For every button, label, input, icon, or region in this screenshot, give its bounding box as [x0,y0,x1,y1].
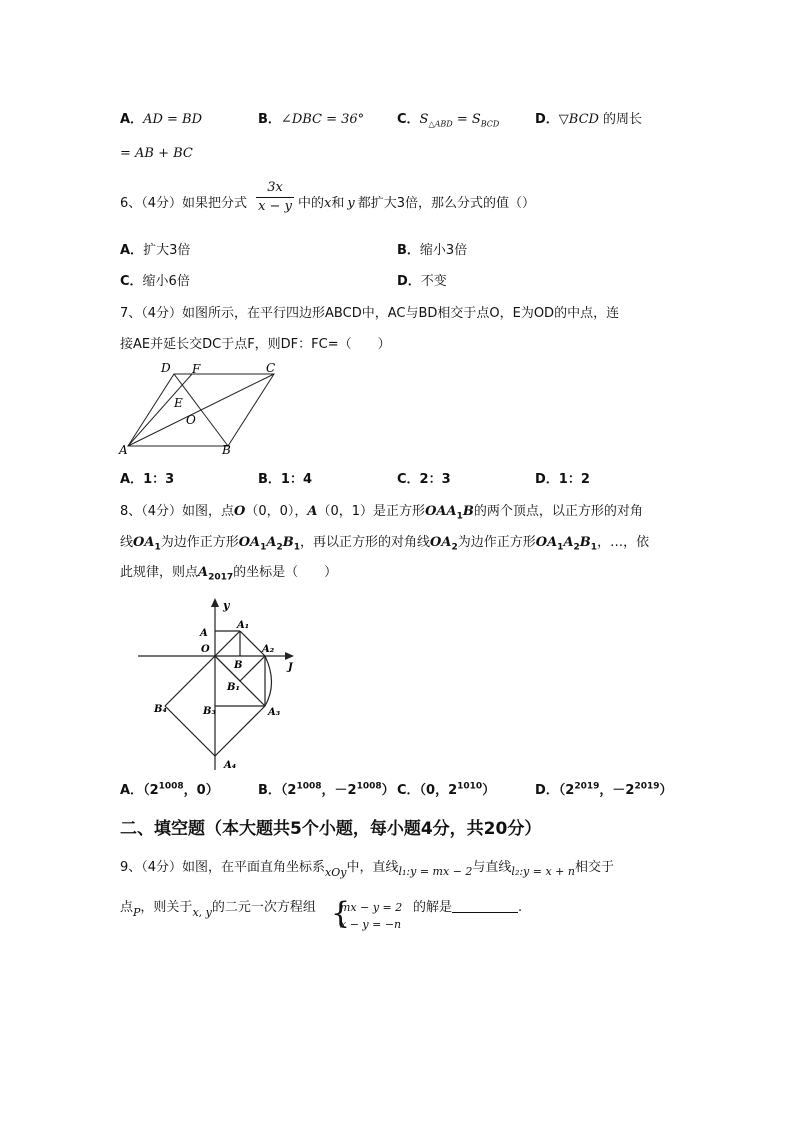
q8-option-c: C．（0，$2^{1010}$） [397,781,496,798]
q5-option-b: B．∠DBC = 36° [258,112,365,127]
q7-option-a: A．1：3 [120,472,175,487]
q9-equation-1: mx − y = 2 [340,901,403,914]
label-o: O [186,413,196,427]
q6-fraction: 3x x − y [256,180,294,215]
section-heading: 二、填空题（本大题共5个小题，每小题4分，共20分） [120,819,542,839]
q6-text-rest: 中的x和 y 都扩大3倍，那么分式的值（） [298,196,536,211]
q8-line2: 线$OA_1$为边作正方形$OA_1A_2B_1$，再以正方形的对角线$OA_2$为边作正方形$OA_1A_2B_1$，…，依 [120,535,650,553]
q9-line1: 9、（4分）如图，在平面直角坐标系$_{xOy}$中，直线$_{l_1:y = mx - 2}$与直线$_{l_2:y = x + n}$相交于 [120,860,614,879]
label-a3: A₃ [268,707,281,718]
arc-a2-a3 [265,656,272,706]
q8-line1: 8、（4分）如图，点O（0，0），A（0，1）是正方形$OAA_1B$的两个顶点，以正方形的对角 [120,504,643,522]
label-f: F [192,362,201,376]
segment-a4-a3 [215,706,265,756]
segment-o-b4 [165,656,215,706]
q5-option-a: A．AD = BD [120,112,203,127]
q6-option-b: B．缩小3倍 [397,243,468,258]
q8-option-a: A．（$2^{1008}$，0） [120,781,219,798]
q5-option-d: D．▽BCD 的周长 [535,112,642,127]
label-b4: B₄ [154,704,167,715]
label-a1: A₁ [237,620,250,631]
q8-line3: 此规律，则点$A_{2017}$的坐标是（ ） [120,565,338,583]
q7-figure [118,360,288,458]
q8-figure [138,598,313,776]
q7-line1: 7、（4分）如图所示，在平行四边形ABCD中，AC与BD相交于点O，E为OD的中点，连 [120,306,620,321]
segment-af [128,374,192,446]
q5-option-d-continuation: = AB + BC [120,146,193,161]
q7-option-c: C．2：3 [397,472,451,487]
label-a2: A₂ [262,644,275,655]
label-c: C [266,361,276,375]
label-a: A [119,443,128,457]
q6-option-a: A．扩大3倍 [120,243,191,258]
q5-option-c: C．$S_{\triangle ABD} = S_{BCD}$ [397,112,500,129]
equation-system-brace: { [331,896,351,931]
q6-text: 6、（4分）如果把分式 [120,196,248,211]
label-a4: A₄ [224,760,237,771]
label-b3: B₃ [203,706,216,717]
q7-option-d: D．1：2 [535,472,590,487]
q8-option-b: B．（$2^{1008}$，$-2^{1008}$） [258,781,395,798]
segment-b1-a2 [240,656,265,681]
y-axis-arrow [211,598,219,607]
q9-line2: 点$_P$，则关于$_{x, y}$的二元一次方程组 [120,900,316,919]
label-d: D [161,361,171,375]
q7-line2: 接AE并延长交DC于点F，则DF：FC=（ ） [120,337,391,352]
q9-answer-line: 的解是 . [413,900,523,915]
q6-option-c: C．缩小6倍 [120,274,190,289]
fraction-bar [256,197,294,198]
label-e: E [174,396,183,410]
q9-equation-2: x − y = −n [340,918,402,931]
q7-option-b: B．1：4 [258,472,313,487]
label-b: B [234,660,243,671]
q6-option-d: D．不变 [397,274,447,289]
segment-o-a1 [215,631,240,656]
answer-blank[interactable] [452,900,518,913]
label-b: B [222,443,231,457]
x-axis-arrow [285,652,294,660]
label-b1: B₁ [227,682,240,693]
label-x: J [288,662,293,673]
label-y: y [223,599,230,612]
label-a: A [200,628,208,639]
label-o: O [201,644,210,655]
q8-option-d: D．（$2^{2019}$，$-2^{2019}$） [535,781,673,798]
